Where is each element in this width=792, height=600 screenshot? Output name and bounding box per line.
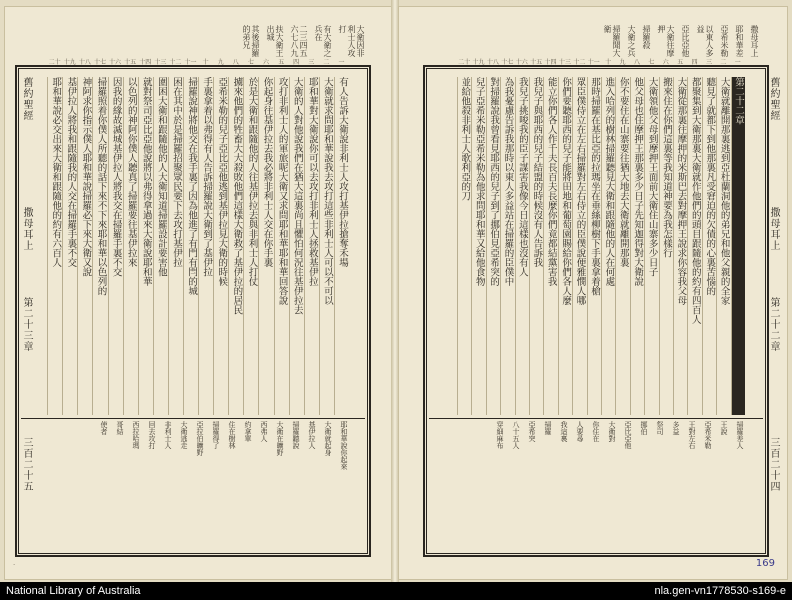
column-number: 五 (278, 59, 285, 66)
left-page (4, 6, 394, 580)
column-number: 十四 (544, 59, 557, 66)
column-number: 三 (308, 59, 315, 66)
column-number: 六 (262, 59, 269, 66)
column-number: 十六 (109, 59, 122, 66)
text-column: 那時掃羅在基比亞的拉瑪坐在垂絲柳樹下手裏拿着槍 (587, 77, 601, 415)
footnote: 哥結 (116, 421, 124, 435)
text-column: 第二十二章 (731, 77, 745, 415)
left-footnotes (47, 421, 349, 549)
right-column-numbers (457, 57, 745, 66)
text-column: 耶和華對大衛說你可以去攻打非利士人拯救基伊拉 (304, 77, 319, 415)
margin-note: 大衛往摩押 (657, 25, 675, 57)
margin-note: 以東人多益 (696, 25, 714, 57)
text-column: 他父母也住摩押王那裏多少日子先知迦得對大衛說 (630, 77, 644, 415)
column-number: 七 (247, 59, 254, 66)
footnote: 亞希米勒 (704, 421, 712, 449)
column-number: 四 (293, 59, 300, 66)
left-divider (21, 418, 365, 419)
text-column: 掃羅說神將他交在我手裏了因為他進了有門有閂的城 (183, 77, 198, 415)
column-number: 十九 (472, 59, 485, 66)
text-column: 以色列的神阿你僕人聽真了掃羅要往基伊拉來 (123, 77, 138, 415)
text-column: 手裏拿着以弗得有人告訴掃羅說大衛到了基伊拉 (198, 77, 213, 415)
text-column: 大衛就求問耶和華說我去攻打這些非利士人可以不可以 (319, 77, 334, 415)
text-column: 都聚集到大衛那裏大衛就作他們的頭目跟隨他的約有四百人 (687, 77, 701, 415)
margin-note: 掃羅聞大衛 (603, 25, 621, 57)
column-number: 八 (633, 59, 640, 66)
column-number: 十八 (486, 59, 499, 66)
text-column: 因我的緣故滅城基伊拉人將我交在掃羅手裏不交 (108, 77, 123, 415)
footnote: 使者 (100, 421, 108, 435)
footnote: 我這裏 (560, 421, 568, 442)
text-column: 眾臣僕侍立在左右掃羅對左右侍立的臣僕說便雅憫人哪 (572, 77, 586, 415)
footer-identifier: nla.gen-vn1778530-s169-e (654, 585, 786, 597)
right-running-book: 撒母耳上 (768, 207, 779, 251)
right-divider (429, 418, 763, 419)
margin-note: 亞比亞他 (681, 25, 690, 57)
right-page-number: 三百二十四 (768, 437, 779, 492)
text-column: 圍困大衛和跟隨他的人大衛知道掃羅設計要害他 (153, 77, 168, 415)
text-column: 你們要聽耶西的兒子能將田地和葡萄園賜給你們各人麼 (558, 77, 572, 415)
text-column: 兒子亞希米勒亞希米勒為他求問耶和華又給他食物 (471, 77, 485, 415)
margin-note: 二三四五六七八九 (290, 25, 308, 57)
margin-note: 大衛因非利士人攻打 (338, 25, 365, 57)
left-running-title: 舊約聖經 (21, 77, 32, 121)
right-text-columns (457, 77, 745, 415)
margin-note: 撒母耳上 (750, 25, 759, 57)
footnote: 掃羅得了 (212, 421, 220, 449)
text-column: 你不要住在山寨要往猶大地去大衛就離開那裏 (615, 77, 629, 415)
margin-note: 耶和華差 (735, 25, 744, 57)
column-number: 四 (691, 59, 698, 66)
footnote: 祭司 (656, 421, 664, 435)
text-column: 並給他殺非利士人歌利亞的刀 (457, 77, 471, 415)
footnote: 掃羅 (544, 421, 552, 435)
text-column: 你起身往基伊拉去我必將非利士人交在你手裏 (258, 77, 273, 415)
footnote: 多益 (672, 421, 680, 435)
column-number: 三 (705, 59, 712, 66)
margin-note: 亞希米勒 (720, 25, 729, 57)
left-running-book: 撒母耳上 (21, 207, 32, 251)
column-number: 九 (217, 59, 224, 66)
text-column: 擄來他們的牲畜大大殺敗他們這樣大衛救了基伊拉的居民 (228, 77, 243, 415)
left-text-frame (15, 59, 371, 557)
column-number: 十一 (587, 59, 600, 66)
right-text-frame (423, 59, 769, 557)
column-number: 七 (648, 59, 655, 66)
text-column: 我兒子與耶西的兒子結盟的時候沒有人告訴我 (529, 77, 543, 415)
footer-library-name: National Library of Australia (6, 585, 141, 597)
column-number: 二十 (458, 59, 471, 66)
right-running-title: 舊約聖經 (768, 77, 779, 121)
text-column: 掃羅照着你僕人所聽的話下來不下來耶和華以色列的 (92, 77, 107, 415)
text-column: 搬來住在你們這裏等我知道神要為我怎樣行 (659, 77, 673, 415)
footnote: 八十五人 (512, 421, 520, 449)
text-column: 神阿求你指示僕人耶和華說掃羅必下來大衛又說 (77, 77, 92, 415)
footnote: 大衛在曠野 (276, 421, 284, 456)
margin-note: 大衛之兵 (627, 25, 636, 57)
column-number: 十 (202, 59, 209, 66)
margin-note: 掃羅殺 (642, 25, 651, 49)
text-column: 我兒子挑唆我的臣子謀害我像今日這樣也沒有人 (515, 77, 529, 415)
right-page (398, 6, 788, 580)
column-number: 一 (338, 59, 345, 66)
text-column: 困在其中於是掃羅招聚眾民要下去攻打基伊拉 (168, 77, 183, 415)
footnote: 基伊拉人 (308, 421, 316, 449)
column-number: 十五 (530, 59, 543, 66)
column-number: 十七 (501, 59, 514, 66)
footnote: 亞希突 (528, 421, 536, 442)
footer-bar (0, 582, 792, 600)
footnote: 大衛對 (608, 421, 616, 442)
text-column: 大衛的人對他說我們在猶大這裏尚且懼怕何況往基伊拉去 (289, 77, 304, 415)
column-number: 九 (619, 59, 626, 66)
column-number: 十八 (78, 59, 91, 66)
text-column: 大衛就離開那裏逃到亞杜蘭洞他的弟兄和他父親的全家 (716, 77, 730, 415)
column-number: 五 (677, 59, 684, 66)
column-number: 二 (720, 59, 727, 66)
footnote: 穿細麻布 (496, 421, 504, 449)
left-column-numbers (47, 57, 349, 66)
column-number: 六 (662, 59, 669, 66)
text-column: 大衛從那裏往摩押的米斯巴去對摩押王說求你容我父母 (673, 77, 687, 415)
footnote: 人要尋 (576, 421, 584, 442)
margin-note: 扶大衛王出城 (266, 25, 284, 57)
footnote: 掃羅聽說 (292, 421, 300, 449)
column-number: 十三 (558, 59, 571, 66)
column-number: 二十 (48, 59, 61, 66)
footnote: 約拿單 (244, 421, 252, 442)
library-stamp: 169 (755, 558, 775, 569)
text-column: 就對祭司亞比亞他說將以弗得拿過來大衛說耶和華 (138, 77, 153, 415)
text-column: 為我憂慮告訴我那時以東人多益站在掃羅的臣僕中 (500, 77, 514, 415)
text-column: 對掃羅說我曾看見耶西的兒子到了挪伯見亞希突的 (486, 77, 500, 415)
text-column: 進入哈列的樹林掃羅聽見大衛和跟隨他的人在何處 (601, 77, 615, 415)
text-column: 能立你們各人作千夫長百夫長麼你們竟都結黨害我 (543, 77, 557, 415)
footnote: 大衛就起身 (324, 421, 332, 456)
footnote: 大衛逃走 (180, 421, 188, 449)
text-column: 基伊拉人將我和跟隨我的人交在掃羅手裏不交 (62, 77, 77, 415)
text-column: 大衛領他父母到摩押王面前大衛住山寨多少日子 (644, 77, 658, 415)
footnote: 回去攻打 (148, 421, 156, 449)
text-column: 有人告訴大衛說非利士人攻打基伊拉搶奪禾場 (334, 77, 349, 415)
column-number: 十一 (184, 59, 197, 66)
footnote: 王說 (720, 421, 728, 435)
column-number: 十三 (154, 59, 167, 66)
text-column: 耶和華說必交出來大衛和跟隨他的約有六百人 (47, 77, 62, 415)
text-column: 於是大衛和跟隨他的人往基伊拉去與非利士人打仗 (243, 77, 258, 415)
column-number: 十五 (124, 59, 137, 66)
footnote: 王對左右 (688, 421, 696, 449)
footnote: 非利士人 (164, 421, 172, 449)
right-footnotes (457, 421, 745, 549)
column-number: 十二 (573, 59, 586, 66)
column-number: 十七 (93, 59, 106, 66)
column-number: 一 (734, 59, 741, 66)
footnote: 耶和華說你起來 (340, 421, 348, 470)
footnote: 亞拉伯曠野 (196, 421, 204, 456)
text-column: 聽見了就都下到他那裏凡受窘迫的欠債的心裏苦惱的 (702, 77, 716, 415)
footnote: 挪伯 (640, 421, 648, 435)
column-number: 十 (605, 59, 612, 66)
footnote: 西弗人 (260, 421, 268, 442)
column-number: 十二 (169, 59, 182, 66)
text-column: 攻打非利士人的軍旅呢大衛又求問耶和華耶和華回答說 (274, 77, 289, 415)
column-number: 十六 (515, 59, 528, 66)
column-number: 十九 (63, 59, 76, 66)
column-number: 八 (232, 59, 239, 66)
footnote: 西拉哈瑪 (132, 421, 140, 449)
left-corner-mark: · (13, 561, 16, 569)
margin-note: 有大衛之兵在 (314, 25, 332, 57)
left-running-chapter: 第二十三章 (21, 297, 32, 352)
margin-note: 其後掃羅的弟兄 (242, 25, 260, 57)
footnote: 掃羅差人 (736, 421, 744, 449)
footnote: 你住在 (592, 421, 600, 442)
column-number: 二 (323, 59, 330, 66)
footnote: 住在樹林 (228, 421, 236, 449)
left-text-columns (47, 77, 349, 415)
footnote: 亞比亞他 (624, 421, 632, 449)
right-running-chapter: 第二十二章 (768, 297, 779, 352)
column-number: 十四 (139, 59, 152, 66)
left-page-number: 三百二十五 (21, 437, 32, 492)
text-column: 亞希米勒的兒子亞比亞他逃到基伊拉見大衛的時候 (213, 77, 228, 415)
